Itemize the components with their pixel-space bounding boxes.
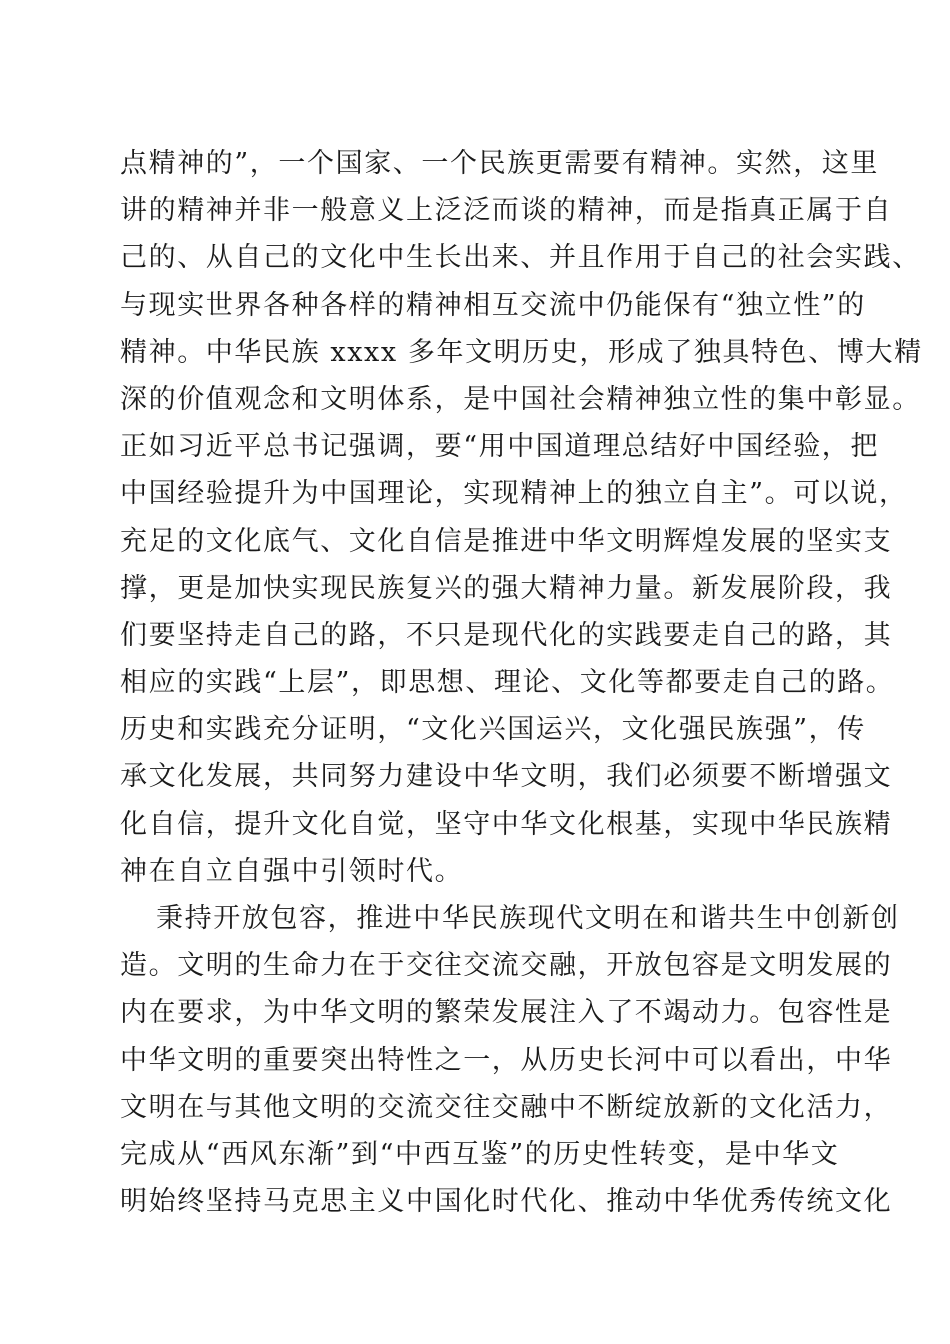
text-line: 承文化发展，共同努力建设中华文明，我们必须要不断增强文 — [120, 761, 893, 793]
text-line: 精神。中华民族 xxxx 多年文明历史，形成了独具特色、博大精 — [120, 336, 923, 368]
text-line: 造。文明的生命力在于交往交流交融，开放包容是文明发展的 — [120, 950, 893, 982]
text-line: 文明在与其他文明的交流交往交融中不断绽放新的文化活力， — [120, 1091, 893, 1123]
text-line: 点精神的”，一个国家、一个民族更需要有精神。实然，这里 — [120, 148, 880, 179]
text-line: 中华文明的重要突出特性之一，从历史长河中可以看出，中华 — [120, 1044, 893, 1076]
text-line: 讲的精神并非一般意义上泛泛而谈的精神，而是指真正属于自 — [120, 195, 893, 227]
text-line: 明始终坚持马克思主义中国化时代化、推动中华优秀传统文化 — [120, 1186, 893, 1218]
text-line: 神在自立自强中引领时代。 — [120, 855, 464, 887]
text-line: 历史和实践充分证明，“文化兴国运兴，文化强民族强”，传 — [120, 714, 866, 746]
text-line: 与现实世界各种各样的精神相互交流中仍能保有“独立性”的 — [120, 289, 866, 321]
text-line: 己的、从自己的文化中生长出来、并且作用于自己的社会实践、 — [120, 242, 921, 274]
body-text — [120, 140, 923, 1225]
paragraph-start-line: 秉持开放包容，推进中华民族现代文明在和谐共生中创新创 — [156, 903, 900, 934]
text-line: 内在要求，为中华文明的繁荣发展注入了不竭动力。包容性是 — [120, 997, 893, 1029]
text-line: 撑，更是加快实现民族复兴的强大精神力量。新发展阶段，我 — [120, 572, 893, 604]
text-line: 们要坚持走自己的路，不只是现代化的实践要走自己的路，其 — [120, 619, 893, 651]
text-line: 完成从“西风东渐”到“中西互鉴”的历史性转变，是中华文 — [120, 1138, 840, 1170]
text-line: 中国经验提升为中国理论，实现精神上的独立自主”。可以说， — [120, 478, 908, 510]
text-line: 深的价值观念和文明体系，是中国社会精神独立性的集中彰显。 — [120, 383, 921, 415]
text-line: 化自信，提升文化自觉，坚守中华文化根基，实现中华民族精 — [120, 808, 893, 840]
text-line: 正如习近平总书记强调，要“用中国道理总结好中国经验，把 — [120, 431, 880, 463]
text-line: 充足的文化底气、文化自信是推进中华文明辉煌发展的坚实支 — [120, 525, 893, 557]
text-line: 相应的实践“上层”，即思想、理论、文化等都要走自己的路。 — [120, 667, 895, 699]
